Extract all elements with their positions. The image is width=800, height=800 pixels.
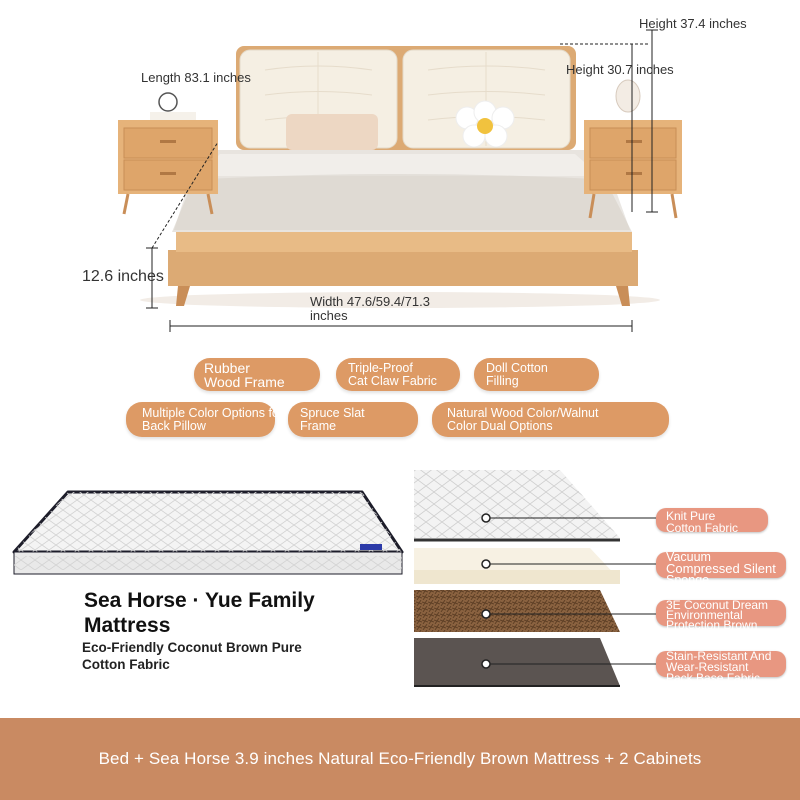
layer-tag-fabric [656,508,768,535]
layer-tag-line1: 3E Coconut Dream [666,598,769,612]
height-headboard-label: Height 30.7 inches [566,62,674,77]
layer-tag-line2: Wear-Resistant [666,660,749,674]
layer-tag-line1: Knit Pure [666,509,716,523]
feature-line1: Rubber [204,359,250,376]
feature-pill-back-pillow [126,402,284,437]
width-label-line2: inches [310,308,348,323]
layer-tag-line3: Protection Brown [666,618,758,632]
feature-line1: Multiple Color Options for [142,405,284,420]
feature-line2: Frame [300,418,337,433]
feature-line2: Back Pillow [142,418,206,433]
mattress-title-line2: Mattress [84,614,171,637]
layer-tag-line1: Vacuum [666,550,711,564]
layer-tag-coconut [656,598,786,632]
mattress-title-line1: Sea Horse · Yue Family [84,589,315,612]
width-label [310,295,430,323]
layer-tag-base [656,649,786,685]
layer-tag-line3: Sponge [666,573,710,587]
feature-line1: Spruce Slat [300,405,365,420]
layer-tag-sponge [656,550,786,587]
layer-tag-line2: Environmental [666,608,743,622]
layer-tag-line2: Cotton Fabric [666,521,739,535]
length-label: Length 83.1 inches [141,70,251,85]
feature-pill-rubber-wood [194,358,320,391]
feature-pill-doll-cotton [474,358,599,391]
mattress-illustration [0,470,410,590]
bed-height-label: 12.6 inches [82,268,164,285]
feature-pill-cat-claw [336,358,460,391]
feature-line2: Cat Claw Fabric [348,373,437,388]
width-label-line1: Width 47.6/59.4/71.3 [310,294,430,309]
feature-pill-spruce-slat [288,402,418,437]
feature-line2: Filling [486,373,519,388]
feature-line2: Color Dual Options [447,418,553,433]
feature-line1: Natural Wood Color/Walnut [447,405,599,420]
layer-tag-line3: Pack Base Fabric [666,671,761,685]
feature-line1: Doll Cotton [486,360,548,375]
height-total-label: Height 37.4 inches [639,16,747,31]
footer-banner [0,718,800,800]
layer-base [414,638,620,686]
feature-line2: Wood Frame [204,373,285,390]
footer-text: Bed + Sea Horse 3.9 inches Natural Eco-Friendly Brown Mattress + 2 Cabinets [98,749,702,768]
mattress-title [84,588,315,638]
feature-pill-wood-color [432,402,669,437]
feature-line1: Triple-Proof [348,360,413,375]
layer-tag-line2: Compressed Silent [666,561,776,576]
mattress-subtitle: Eco-Friendly Coconut Brown Pure Cotton Fabric [82,640,302,672]
layer-coconut [414,590,620,632]
layer-tag-line1: Stain-Resistant And [666,649,772,663]
